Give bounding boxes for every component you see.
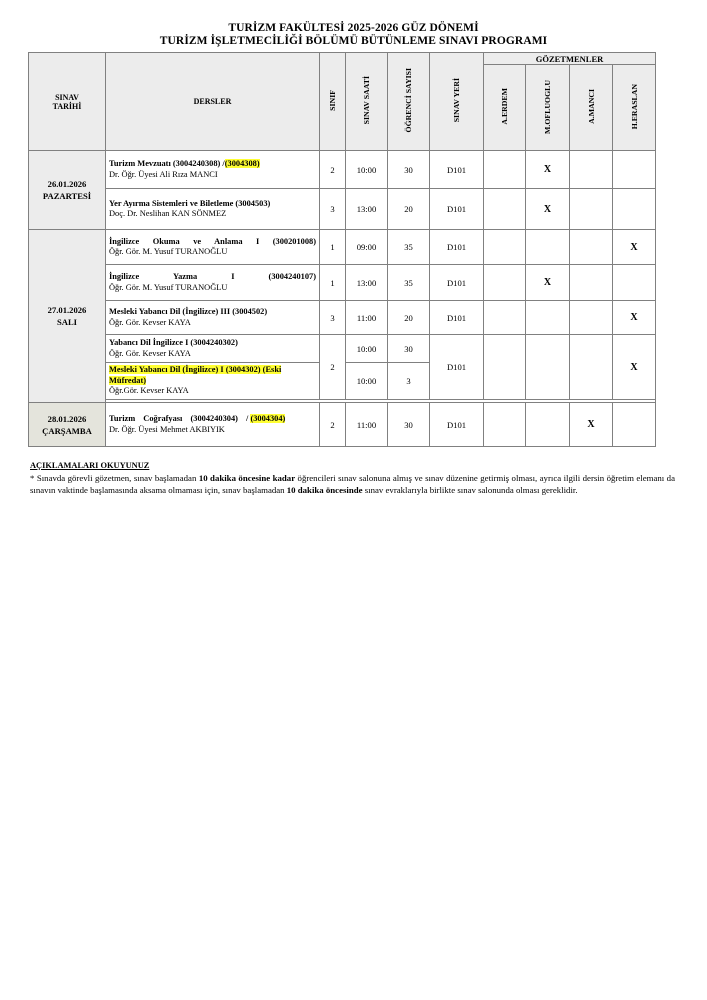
sinif-cell: 2 [320,403,346,447]
sayi-cell: 35 [388,265,430,301]
course-cell: Turizm Coğrafyası (3004240304) / (3004304) Dr. Öğr. Üyesi Mehmet AKBIYIK [106,403,320,447]
sinif-cell: 3 [320,189,346,230]
mark-cell [570,189,613,230]
table-row [29,265,656,301]
course-cell: Mesleki Yabancı Dil (İngilizce) III (3004502) Öğr. Gör. Kevser KAYA [106,301,320,335]
saat-cell: 10:00 [346,335,388,363]
mark-cell: X [613,335,656,400]
saat-cell: 13:00 [346,189,388,230]
course-cell: Turizm Mevzuatı (3004240308) /(3004308) Dr. Öğr. Üyesi Ali Rıza MANCI [106,151,320,189]
mark-cell: X [613,230,656,265]
notes-text: * Sınavda görevli gözetmen, sınav başlamadan 10 dakika öncesine kadar öğrencileri sınav salonuna almış ve sınav düzenine getirmiş olması, ayrıca ilgili dersin öğretim elemanı da sınavın vaktinde başlamasında aksama olmaması için, sınav başlamadan 10 dakika öncesinde sınav evraklarıyla birlikte sınav salonunda olması gereklidir. [30,473,675,495]
mark-cell: X [526,151,570,189]
mark-cell [484,265,526,301]
mark-cell [570,265,613,301]
header-dersler: DERSLER [106,53,320,151]
mark-cell: X [526,265,570,301]
date-cell: 28.01.2026 ÇARŞAMBA [29,403,106,447]
mark-cell [484,335,526,400]
header-sinif: SINIF [320,53,346,151]
mark-cell: X [526,189,570,230]
mark-cell [570,151,613,189]
saat-cell: 11:00 [346,301,388,335]
sayi-cell: 30 [388,403,430,447]
saat-cell: 11:00 [346,403,388,447]
sinif-cell: 2 [320,151,346,189]
table-row [29,151,656,189]
sinif-cell: 1 [320,230,346,265]
header-gozetmen-4: H.ERASLAN [613,65,656,151]
sinif-cell: 1 [320,265,346,301]
sayi-cell: 30 [388,335,430,363]
course-cell: Yabancı Dil İngilizce I (3004240302) Öğr. Gör. Kevser KAYA [106,335,320,363]
mark-cell [484,403,526,447]
sayi-cell: 20 [388,189,430,230]
date-cell: 27.01.2026 SALI [29,230,106,403]
mark-cell [484,301,526,335]
mark-cell [526,230,570,265]
mark-cell [526,403,570,447]
header-sinav-tarihi: SINAV TARİHİ [29,53,106,151]
course-cell: Mesleki Yabancı Dil (İngilizce) I (3004302) (Eski Müfredat) Öğr.Gör. Kevser KAYA [106,363,320,400]
mark-cell: X [570,403,613,447]
mark-cell [613,403,656,447]
saat-cell: 13:00 [346,265,388,301]
yer-cell: D101 [430,301,484,335]
yer-cell: D101 [430,230,484,265]
exam-schedule-table [28,52,656,447]
header-gozetmen-2: M.OFLUOGLU [526,65,570,151]
saat-cell: 10:00 [346,151,388,189]
sayi-cell: 30 [388,151,430,189]
mark-cell: X [613,301,656,335]
yer-cell: D101 [430,189,484,230]
header-ogrenci-sayisi: ÖĞRENCİ SAYISI [388,53,430,151]
header-gozetmen-1: A.ERDEM [484,65,526,151]
saat-cell: 10:00 [346,363,388,400]
course-cell: Yer Ayırma Sistemleri ve Biletleme (3004503) Doç. Dr. Neslihan KAN SÖNMEZ [106,189,320,230]
mark-cell [570,335,613,400]
yer-cell: D101 [430,335,484,400]
header-gozetmenler: GÖZETMENLER [484,53,656,65]
notes-section [30,460,675,496]
mark-cell [526,301,570,335]
table-row [29,301,656,335]
date-cell: 26.01.2026 PAZARTESİ [29,151,106,230]
yer-cell: D101 [430,403,484,447]
sinif-cell: 2 [320,335,346,400]
sinif-cell: 3 [320,301,346,335]
mark-cell [570,301,613,335]
sayi-cell: 20 [388,301,430,335]
header-sinav-yeri: SINAV YERİ [430,53,484,151]
table-row [29,189,656,230]
yer-cell: D101 [430,151,484,189]
notes-heading: AÇIKLAMALARI OKUYUNUZ [30,461,150,470]
header-gozetmen-3: A.MANCI [570,65,613,151]
yer-cell: D101 [430,265,484,301]
mark-cell [613,265,656,301]
title-line-1: TURİZM FAKÜLTESİ 2025-2026 GÜZ DÖNEMİ [228,22,479,34]
sayi-cell: 3 [388,363,430,400]
mark-cell [484,151,526,189]
mark-cell [484,230,526,265]
title-line-2: TURİZM İŞLETMECİLİĞİ BÖLÜMÜ BÜTÜNLEME SINAVI PROGRAMI [159,35,548,47]
course-cell: İngilizce Yazma I (3004240107) Öğr. Gör. M. Yusuf TURANOĞLU [106,265,320,301]
table-row [29,230,656,265]
table-row [29,403,656,447]
saat-cell: 09:00 [346,230,388,265]
course-cell: İngilizce Okuma ve Anlama I (300201008) Öğr. Gör. M. Yusuf TURANOĞLU [106,230,320,265]
sayi-cell: 35 [388,230,430,265]
mark-cell [613,189,656,230]
mark-cell [526,335,570,400]
mark-cell [570,230,613,265]
mark-cell [484,189,526,230]
mark-cell [613,151,656,189]
header-sinav-saati: SINAV SAATİ [346,53,388,151]
table-row [29,335,656,363]
